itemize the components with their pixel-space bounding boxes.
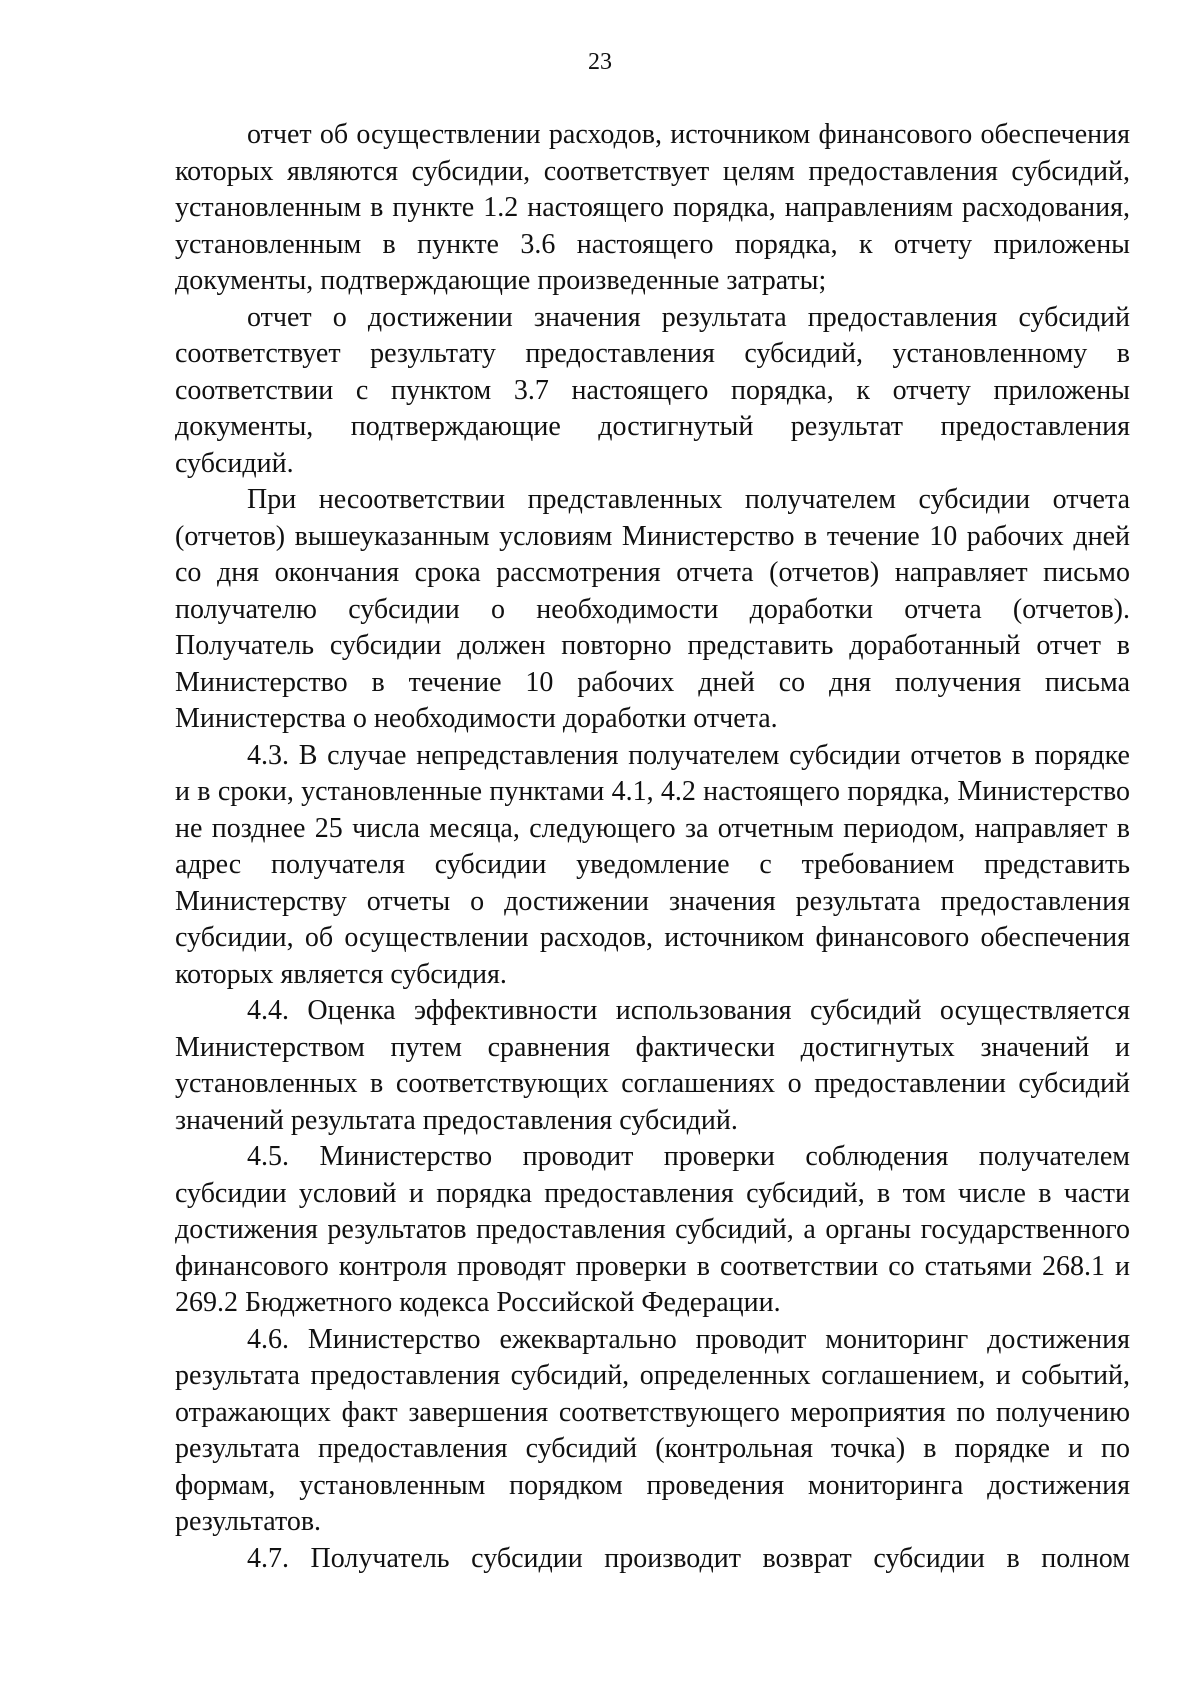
paragraph-clause-4-5: 4.5. Министерство проводит проверки соблюдения получателем субсидии условий и порядка предоставления субсидий, в том числе в части достижения результатов предоставления субсидий, а органы государственного финансового контроля проводят проверки в соответствии со статьями 268.1 и 269.2 Бюджетного кодекса Российской Федерации.	[175, 1141, 1130, 1318]
paragraph-expense-report-condition: отчет об осуществлении расходов, источником финансового обеспечения которых являются субсидии, соответствует целям предоставления субсидий, установленным в пункте 1.2 настоящего порядка, направлениям расходования, установленным в пункте 3.6 настоящего порядка, к отчету приложены документы, подтверждающие произведенные затраты;	[175, 119, 1130, 296]
document-body	[175, 117, 1130, 1577]
paragraph-report-nonconformity: При несоответствии представленных получателем субсидии отчета (отчетов) вышеуказанным условиям Министерство в течение 10 рабочих дней со дня окончания срока рассмотрения отчета (отчетов) направляет письмо получателю субсидии о необходимости доработки отчета (отчетов). Получатель субсидии должен повторно представить доработанный отчет в Министерство в течение 10 рабочих дней со дня получения письма Министерства о необходимости доработки отчета.	[175, 484, 1130, 734]
paragraph-clause-4-4: 4.4. Оценка эффективности использования субсидий осуществляется Министерством путем сравнения фактически достигнутых значений и установленных в соответствующих соглашениях о предоставлении субсидий значений результата предоставления субсидий.	[175, 995, 1130, 1136]
paragraph-result-report-condition: отчет о достижении значения результата предоставления субсидий соответствует результату предоставления субсидий, установленному в соответствии с пунктом 3.7 настоящего порядка, к отчету приложены документы, подтверждающие достигнутый результат предоставления субсидий.	[175, 301, 1130, 479]
paragraph-clause-4-3: 4.3. В случае непредставления получателем субсидии отчетов в порядке и в сроки, установленные пунктами 4.1, 4.2 настоящего порядка, Министерство не позднее 25 числа месяца, следующего за отчетным периодом, направляет в адрес получателя субсидии уведомление с требованием представить Министерству отчеты о достижении значения результата предоставления субсидии, об осуществлении расходов, источником финансового обеспечения которых является субсидия.	[175, 739, 1130, 990]
page-number: 23	[588, 49, 612, 75]
paragraph-clause-4-6: 4.6. Министерство ежеквартально проводит мониторинг достижения результата предоставления субсидий, определенных соглашением, и событий, отражающих факт завершения соответствующего мероприятия по получению результата предоставления субсидий (контрольная точка) в порядке и по формам, установленным порядком проведения мониторинга достижения результатов.	[175, 1323, 1130, 1537]
paragraph-clause-4-7: 4.7. Получатель субсидии производит возврат субсидии в полном	[247, 1542, 1130, 1574]
